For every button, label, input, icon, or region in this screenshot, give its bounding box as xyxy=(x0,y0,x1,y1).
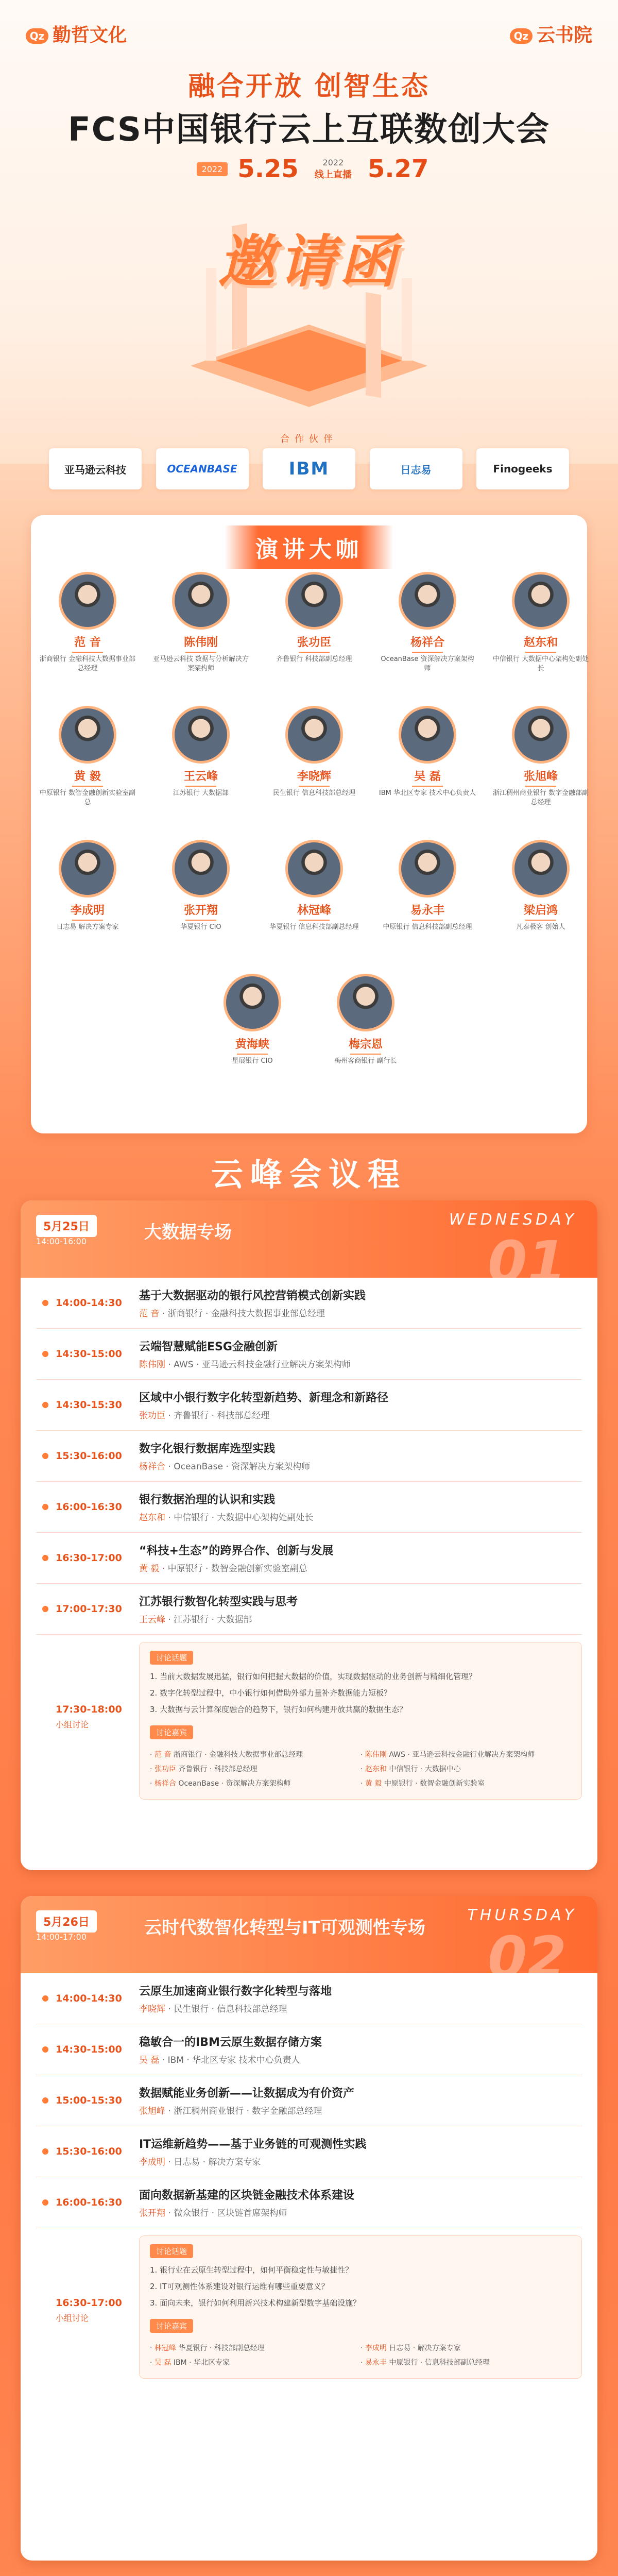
speaker-name: 梅宗恩 xyxy=(348,1038,383,1051)
panel-box xyxy=(139,1642,582,1800)
slot-speaker: 李成明 · 日志易 · 解决方案专家 xyxy=(139,2157,261,2167)
speaker-name: 范 音 xyxy=(74,636,101,649)
guest-org: 华夏银行 · 科技部副总经理 xyxy=(178,2344,265,2352)
slot-speaker: 陈伟刚 · AWS · 亚马逊云科技金融行业解决方案架构师 xyxy=(139,1360,351,1370)
speaker-org: 星展银行 CIO xyxy=(232,1057,273,1065)
divider xyxy=(72,786,103,787)
slot-speaker-name: 赵东和 xyxy=(139,1513,165,1523)
day-topic: 大数据专场 xyxy=(144,1222,232,1243)
speaker-card xyxy=(39,840,136,932)
slot-time: 14:30-15:30 xyxy=(36,1399,139,1411)
panel-discussion xyxy=(36,1642,582,1800)
slot-time: 16:00-16:30 xyxy=(36,2197,139,2208)
sponsor-finogeeks: Finogeeks xyxy=(476,448,569,489)
yunshuyuan-logo xyxy=(510,21,592,47)
speaker-avatar xyxy=(512,706,570,764)
guests-tag: 讨论嘉宾 xyxy=(150,1725,193,1739)
speaker-avatar xyxy=(399,706,456,764)
agenda-slot xyxy=(36,1973,582,2024)
divider xyxy=(72,920,103,921)
slot-time: 14:00-14:30 xyxy=(36,1297,139,1309)
day-time: 14:00-17:00 xyxy=(36,1932,87,1942)
page-title: FCS中国银行云上互联数创大会 xyxy=(68,111,550,149)
year-badge: 2022 xyxy=(197,162,228,176)
slot-time: 15:00-15:30 xyxy=(36,2095,139,2106)
slot-speaker-name: 范 音 xyxy=(139,1309,160,1319)
slot-speaker-org: 民生银行 · 信息科技部总经理 xyxy=(174,2004,287,2014)
speaker-name: 梁启鸿 xyxy=(523,904,558,917)
speaker-card xyxy=(39,572,136,673)
day-topic: 云时代数智化转型与IT可观测性专场 xyxy=(144,1918,425,1938)
location-sub: 2022 xyxy=(322,157,344,167)
slot-speaker: 王云峰 · 江苏银行 · 大数据部 xyxy=(139,1615,252,1625)
slot-title: 云端智慧赋能ESG金融创新 xyxy=(139,1341,278,1353)
panel-guest: · 陈伟刚 AWS · 亚马逊云科技金融行业解决方案架构师 xyxy=(360,1751,535,1759)
speaker-avatar xyxy=(399,840,456,897)
divider xyxy=(412,920,443,921)
panel-guest: · 范 音 浙商银行 · 金融科技大数据事业部总经理 xyxy=(150,1751,303,1759)
speaker-name: 张旭峰 xyxy=(523,770,558,783)
slot-title: 江苏银行数智化转型实践与思考 xyxy=(139,1596,298,1608)
date-end: 5.27 xyxy=(368,155,429,183)
speaker-avatar xyxy=(59,572,116,630)
speaker-avatar xyxy=(512,572,570,630)
topic-tag: 讨论话题 xyxy=(150,2244,193,2258)
speaker-name: 李成明 xyxy=(70,904,105,917)
speaker-org: 梅州客商银行 副行长 xyxy=(334,1057,397,1065)
speaker-avatar xyxy=(285,840,343,897)
speaker-card xyxy=(379,572,476,673)
panel-guest: · 赵东和 中信银行 · 大数据中心 xyxy=(360,1765,461,1773)
speaker-avatar xyxy=(172,840,230,897)
slot-speaker: 赵东和 · 中信银行 · 大数据中心架构处副处长 xyxy=(139,1513,314,1523)
day-date: 5月25日 xyxy=(36,1215,97,1237)
slot-speaker-name: 李晓辉 xyxy=(139,2004,165,2014)
panel-question: 1. 当前大数据发展迅猛，银行如何把握大数据的价值，实现数据驱动的业务创新与精细化管理？ xyxy=(150,1672,477,1681)
slot-speaker-name: 黄 毅 xyxy=(139,1564,160,1574)
speakers-heading xyxy=(0,526,618,569)
speaker-org: 齐鲁银行 科技部副总经理 xyxy=(276,655,352,663)
agenda-slot xyxy=(36,2126,582,2177)
speaker-org: 华夏银行 CIO xyxy=(180,923,221,931)
speaker-name: 杨祥合 xyxy=(410,636,444,649)
divider xyxy=(185,652,216,653)
tagline: 融合开放 创智生态 xyxy=(187,71,431,102)
invitation-art-text: 邀请函 xyxy=(218,229,400,295)
speaker-avatar xyxy=(512,840,570,897)
slot-speaker: 杨祥合 · OceanBase · 资深解决方案架构师 xyxy=(139,1462,311,1472)
speaker-org: 中原银行 数智金融创新实验室副总 xyxy=(39,789,136,806)
speaker-org: 中信银行 大数据中心架构处副处长 xyxy=(492,655,589,672)
speaker-name: 黄海峡 xyxy=(235,1038,269,1051)
location-label: 线上直播 xyxy=(314,169,352,180)
speaker-name: 吴 磊 xyxy=(414,770,441,783)
slot-time: 14:00-14:30 xyxy=(36,1993,139,2004)
day-number: 02 xyxy=(487,1924,566,1990)
speakers-panel xyxy=(31,515,587,1133)
speaker-avatar xyxy=(59,706,116,764)
panel-guests xyxy=(150,1748,571,1791)
slot-speaker-name: 杨祥合 xyxy=(139,1462,165,1472)
day-header xyxy=(21,1200,597,1295)
right-logo-text: 云书院 xyxy=(536,25,592,46)
guest-name: 杨祥合 xyxy=(154,1780,176,1788)
agenda-slot xyxy=(36,1431,582,1482)
agenda-slot xyxy=(36,1482,582,1533)
slot-time: 17:00-17:30 xyxy=(36,1603,139,1615)
panel-question: 2. IT可观测性体系建设对银行运维有哪些重要意义？ xyxy=(150,2282,329,2291)
date-start: 5.25 xyxy=(237,155,299,183)
slot-time: 14:30-15:00 xyxy=(36,1348,139,1360)
speaker-card xyxy=(265,706,363,798)
panel-guest: · 吴 磊 IBM · 华北区专家 xyxy=(150,2359,230,2367)
speaker-org: 凡泰极客 创始人 xyxy=(516,923,565,931)
panel-guest: · 李成明 日志易 · 解决方案专家 xyxy=(360,2344,461,2352)
agenda-slot xyxy=(36,2177,582,2228)
panel-guest: · 黄 毅 中原银行 · 数智金融创新实验室 xyxy=(360,1780,485,1788)
slot-speaker-org: 浙江稠州商业银行 · 数字金融部总经理 xyxy=(174,2106,322,2116)
slot-speaker-name: 张功臣 xyxy=(139,1411,165,1421)
slot-speaker-org: 齐鲁银行 · 科技部总经理 xyxy=(174,1411,270,1421)
speaker-org: 浙江稠州商业银行 数字金融部副总经理 xyxy=(492,789,589,806)
panel-time-block xyxy=(36,1642,139,1800)
panel-question: 3. 面向未来，银行如何利用新兴技术构建新型数字基础设施？ xyxy=(150,2298,361,2308)
speaker-card xyxy=(265,572,363,664)
divider xyxy=(185,920,216,921)
speaker-card xyxy=(203,974,301,1066)
divider xyxy=(412,652,443,653)
slot-title: 基于大数据驱动的银行风控营销模式创新实践 xyxy=(139,1290,366,1302)
slot-speaker: 李晓辉 · 民生银行 · 信息科技部总经理 xyxy=(139,2004,287,2014)
divider xyxy=(72,652,103,653)
guest-name: 李成明 xyxy=(365,2344,387,2352)
divider xyxy=(412,786,443,787)
speaker-card xyxy=(152,706,250,798)
divider xyxy=(525,786,556,787)
slot-speaker-org: 日志易 · 解决方案专家 xyxy=(174,2157,261,2167)
guest-org: 中原银行 · 信息科技部副总经理 xyxy=(389,2359,490,2367)
guest-name: 吴 磊 xyxy=(154,2359,171,2367)
slot-speaker-org: 微众银行 · 区块链首席架构师 xyxy=(174,2208,287,2218)
slot-time: 15:30-16:00 xyxy=(36,1450,139,1462)
slot-speaker: 吴 磊 · IBM · 华北区专家 技术中心负责人 xyxy=(139,2055,300,2065)
speaker-card xyxy=(492,706,590,807)
day-date: 5月26日 xyxy=(36,1910,97,1933)
sponsor-aws: 亚马逊云科技 xyxy=(49,448,142,489)
slot-title: 稳敏合一的IBM云原生数据存储方案 xyxy=(139,2036,322,2049)
divider xyxy=(350,1054,381,1055)
slot-title: 区域中小银行数字化转型新趋势、新理念和新路径 xyxy=(139,1392,389,1404)
sponsor-oceanbase: OCEANBASE xyxy=(156,448,249,489)
sponsor-ibm: IBM xyxy=(263,448,355,489)
slot-title: IT运维新趋势——基于业务链的可观测性实践 xyxy=(139,2138,367,2151)
speakers-title: 演讲大咖 xyxy=(225,526,393,569)
slot-speaker-name: 张旭峰 xyxy=(139,2106,165,2116)
speaker-avatar xyxy=(59,840,116,897)
speaker-org: 日志易 解决方案专家 xyxy=(56,923,119,931)
divider xyxy=(525,652,556,653)
agenda-slot xyxy=(36,1329,582,1380)
speaker-avatar xyxy=(224,974,281,1031)
speaker-org: IBM 华北区专家 技术中心负责人 xyxy=(379,789,476,797)
guest-name: 张功臣 xyxy=(154,1765,176,1773)
slot-speaker: 张开翔 · 微众银行 · 区块链首席架构师 xyxy=(139,2208,287,2218)
speaker-org: 华夏银行 信息科技部副总经理 xyxy=(269,923,359,931)
speaker-avatar xyxy=(337,974,394,1031)
speaker-name: 林冠峰 xyxy=(297,904,331,917)
panel-question: 3. 大数据与云计算深度融合的趋势下，银行如何构建开放共赢的数据生态？ xyxy=(150,1705,407,1714)
divider xyxy=(299,920,330,921)
speaker-avatar xyxy=(285,706,343,764)
guest-org: 齐鲁银行 · 科技部总经理 xyxy=(178,1765,258,1773)
panel-label: 小组讨论 xyxy=(56,2313,89,2323)
speaker-name: 黄 毅 xyxy=(74,770,101,783)
guest-org: 中信银行 · 大数据中心 xyxy=(389,1765,461,1773)
panel-label: 小组讨论 xyxy=(56,1720,89,1730)
left-logo-text: 勤哲文化 xyxy=(53,25,127,46)
speaker-avatar xyxy=(399,572,456,630)
speaker-name: 张功臣 xyxy=(297,636,331,649)
guests-tag: 讨论嘉宾 xyxy=(150,2319,193,2333)
panel-guest: · 林冠峰 华夏银行 · 科技部副总经理 xyxy=(150,2344,265,2352)
event-dates xyxy=(0,155,618,183)
speaker-card xyxy=(317,974,415,1066)
guest-org: AWS · 亚马逊云科技金融行业解决方案架构师 xyxy=(389,1751,535,1759)
qinzhe-logo xyxy=(26,21,127,47)
slot-speaker-name: 张开翔 xyxy=(139,2208,165,2218)
divider xyxy=(299,786,330,787)
slot-speaker-org: 中原银行 · 数智金融创新实验室副总 xyxy=(167,1564,307,1574)
slot-time: 15:30-16:00 xyxy=(36,2146,139,2157)
panel-time: 16:30-17:00 xyxy=(56,2297,122,2309)
speaker-name: 王云峰 xyxy=(183,770,218,783)
speaker-org: 中原银行 信息科技部副总经理 xyxy=(383,923,472,931)
day-weekday: WEDNESDAY xyxy=(449,1211,577,1229)
guest-org: OceanBase · 资深解决方案架构师 xyxy=(178,1780,291,1788)
day-time: 14:00-16:00 xyxy=(36,1236,87,1246)
speaker-card xyxy=(492,572,590,673)
sponsors-label: 合作伙伴 xyxy=(280,434,338,445)
guest-org: 中原银行 · 数智金融创新实验室 xyxy=(384,1780,485,1788)
slot-speaker-org: OceanBase · 资深解决方案架构师 xyxy=(174,1462,311,1472)
guest-name: 赵东和 xyxy=(365,1765,387,1773)
speaker-card xyxy=(379,706,476,798)
agenda-day-2 xyxy=(21,1896,597,2561)
guest-org: 浙商银行 · 金融科技大数据事业部总经理 xyxy=(173,1751,303,1759)
guest-name: 易永丰 xyxy=(365,2359,387,2367)
day-weekday: THURSDAY xyxy=(467,1906,577,1924)
agenda-slot xyxy=(36,1278,582,1329)
speaker-card xyxy=(152,840,250,932)
divider xyxy=(237,1054,268,1055)
agenda-slot xyxy=(36,2024,582,2075)
guest-org: IBM · 华北区专家 xyxy=(173,2359,230,2367)
speaker-org: 民生银行 信息科技部总经理 xyxy=(272,789,356,797)
divider xyxy=(299,652,330,653)
speaker-org: 亚马逊云科技 数据与分析解决方案架构师 xyxy=(152,655,249,672)
slot-title: 数字化银行数据库选型实践 xyxy=(139,1443,276,1455)
slot-speaker-org: 江苏银行 · 大数据部 xyxy=(174,1615,252,1625)
slot-title: 面向数据新基建的区块链金融技术体系建设 xyxy=(139,2189,355,2202)
slot-speaker: 张旭峰 · 浙江稠州商业银行 · 数字金融部总经理 xyxy=(139,2106,322,2116)
agenda-slot xyxy=(36,2075,582,2126)
slot-speaker-org: 中信银行 · 大数据中心架构处副处长 xyxy=(174,1513,314,1523)
location xyxy=(315,158,352,181)
agenda-slot xyxy=(36,1380,582,1431)
speaker-name: 陈伟刚 xyxy=(183,636,218,649)
sponsor-logos xyxy=(49,448,569,495)
guest-name: 黄 毅 xyxy=(365,1780,382,1788)
panel-guest: · 易永丰 中原银行 · 信息科技部副总经理 xyxy=(360,2359,490,2367)
slot-time: 16:30-17:00 xyxy=(36,1552,139,1564)
sponsor-rizhiyi: 日志易 xyxy=(370,448,462,489)
speaker-org: 江苏银行 大数据部 xyxy=(173,789,229,797)
divider xyxy=(185,786,216,787)
agenda-slot xyxy=(36,1584,582,1635)
topic-tag: 讨论话题 xyxy=(150,1651,193,1665)
slot-speaker-name: 陈伟刚 xyxy=(139,1360,165,1370)
speaker-name: 易永丰 xyxy=(410,904,444,917)
slot-title: “科技+生态”的跨界合作、创新与发展 xyxy=(139,1545,334,1557)
slot-title: 数据赋能业务创新——让数据成为有价资产 xyxy=(139,2087,355,2100)
slot-title: 银行数据治理的认识和实践 xyxy=(139,1494,276,1506)
slot-speaker: 黄 毅 · 中原银行 · 数智金融创新实验室副总 xyxy=(139,1564,307,1574)
slot-speaker-name: 吴 磊 xyxy=(139,2055,160,2065)
speaker-avatar xyxy=(172,572,230,630)
panel-guest: · 张功臣 齐鲁银行 · 科技部总经理 xyxy=(150,1765,258,1773)
guest-name: 范 音 xyxy=(154,1751,171,1759)
day-number: 01 xyxy=(487,1229,566,1295)
speaker-org: 浙商银行 金融科技大数据事业部总经理 xyxy=(39,655,136,672)
speaker-card xyxy=(379,840,476,932)
speaker-card xyxy=(39,706,136,807)
speaker-avatar xyxy=(172,706,230,764)
agenda-title: 云峰会议程 xyxy=(211,1156,407,1193)
slot-title: 云原生加速商业银行数字化转型与落地 xyxy=(139,1985,332,1998)
panel-box xyxy=(139,2235,582,2379)
hero-section xyxy=(0,0,618,464)
panel-time: 17:30-18:00 xyxy=(56,1704,122,1715)
slot-speaker: 范 音 · 浙商银行 · 金融科技大数据事业部总经理 xyxy=(139,1309,325,1319)
guest-name: 陈伟刚 xyxy=(365,1751,387,1759)
panel-discussion xyxy=(36,2235,582,2379)
speaker-avatar xyxy=(285,572,343,630)
speaker-name: 李晓辉 xyxy=(297,770,331,783)
slot-speaker-name: 王云峰 xyxy=(139,1615,165,1625)
panel-question: 1. 银行业在云原生转型过程中，如何平衡稳定性与敏捷性？ xyxy=(150,2265,353,2275)
qz-logo-icon-right: Qz xyxy=(510,28,533,44)
speaker-card xyxy=(152,572,250,673)
slot-speaker-name: 李成明 xyxy=(139,2157,165,2167)
slot-time: 16:00-16:30 xyxy=(36,1501,139,1513)
slot-speaker-org: 浙商银行 · 金融科技大数据事业部总经理 xyxy=(167,1309,325,1319)
speaker-name: 赵东和 xyxy=(523,636,558,649)
speaker-org: OceanBase 资深解决方案架构师 xyxy=(381,655,474,672)
guest-org: 日志易 · 解决方案专家 xyxy=(389,2344,461,2352)
panel-time-block xyxy=(36,2235,139,2379)
divider xyxy=(525,920,556,921)
guest-name: 林冠峰 xyxy=(154,2344,176,2352)
panel-guest: · 杨祥合 OceanBase · 资深解决方案架构师 xyxy=(150,1780,291,1788)
panel-question: 2. 数字化转型过程中，中小银行如何借助外部力量补齐数据能力短板？ xyxy=(150,1688,392,1698)
speaker-card xyxy=(492,840,590,932)
agenda-slot xyxy=(36,1533,582,1584)
qz-logo-icon: Qz xyxy=(26,28,48,44)
slot-time: 14:30-15:00 xyxy=(36,2044,139,2055)
slot-speaker: 张功臣 · 齐鲁银行 · 科技部总经理 xyxy=(139,1411,270,1421)
slot-speaker-org: IBM · 华北区专家 技术中心负责人 xyxy=(167,2055,300,2065)
panel-guests xyxy=(150,2341,571,2370)
agenda-day-1 xyxy=(21,1200,597,1870)
slot-speaker-org: AWS · 亚马逊云科技金融行业解决方案架构师 xyxy=(174,1360,351,1370)
speaker-card xyxy=(265,840,363,932)
speaker-name: 张开翔 xyxy=(183,904,218,917)
day-header xyxy=(21,1896,597,1990)
